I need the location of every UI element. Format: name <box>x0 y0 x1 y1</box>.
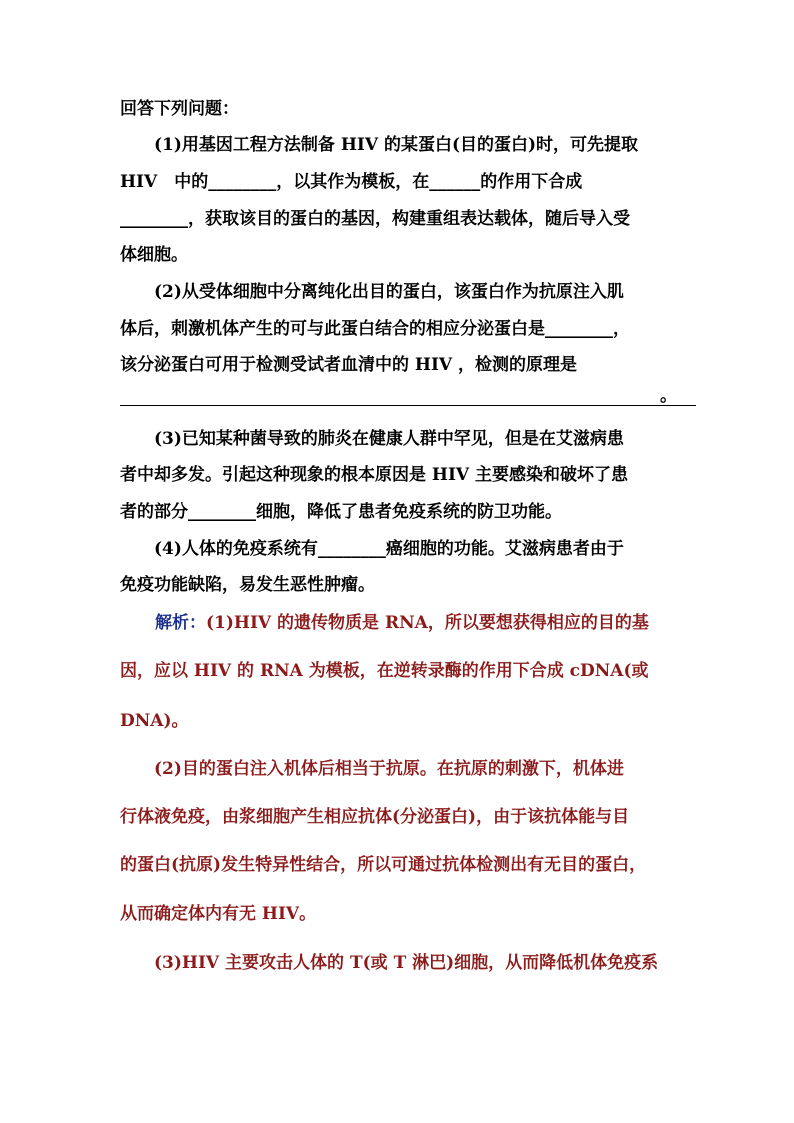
answer-blank-rule <box>120 405 696 406</box>
analysis-line-7: 从而确定体内有无 HIV。 <box>120 904 317 924</box>
question-2-line-4-end: 。 <box>660 386 677 406</box>
analysis-text-1: (1)HIV 的遗传物质是 RNA，所以要想获得相应的目的基 <box>206 613 649 633</box>
analysis-line-4: (2)目的蛋白注入机体后相当于抗原。在抗原的刺激下，机体进 <box>120 759 624 779</box>
question-2-line-3: 该分泌蛋白可用于检测受试者血清中的 HIV ，检测的原理是 <box>120 355 578 375</box>
question-3-line-1: (3)已知某种菌导致的肺炎在健康人群中罕见，但是在艾滋病患 <box>120 429 624 449</box>
question-2-line-1: (2)从受体细胞中分离纯化出目的蛋白，该蛋白作为抗原注入肌 <box>120 282 624 302</box>
analysis-line-2: 因，应以 HIV 的 RNA 为模板，在逆转录酶的作用下合成 cDNA(或 <box>120 661 649 681</box>
question-4-line-1: (4)人体的免疫系统有________癌细胞的功能。艾滋病患者由于 <box>120 539 624 559</box>
analysis-line-6: 的蛋白(抗原)发生特异性结合，所以可通过抗体检测出有无目的蛋白， <box>120 855 647 875</box>
question-2-line-2: 体后，刺激机体产生的可与此蛋白结合的相应分泌蛋白是________， <box>120 319 630 339</box>
analysis-line-5: 行体液免疫，由浆细胞产生相应抗体(分泌蛋白)，由于该抗体能与目 <box>120 807 630 827</box>
question-3-line-3: 者的部分________细胞，降低了患者免疫系统的防卫功能。 <box>120 502 562 522</box>
question-1-line-3: ________，获取该目的蛋白的基因，构建重组表达载体，随后导入受 <box>120 209 630 229</box>
analysis-label: 解析： <box>155 613 206 633</box>
question-1-line-2: HIV 中的________，以其作为模板，在______的作用下合成 <box>120 172 583 192</box>
question-intro: 回答下列问题： <box>120 99 239 119</box>
analysis-line-8: (3)HIV 主要攻击人体的 T(或 T 淋巴)细胞，从而降低机体免疫系 <box>120 953 659 973</box>
question-1-line-4: 体细胞。 <box>120 245 188 265</box>
analysis-line-1 <box>155 612 649 634</box>
question-3-line-2: 者中却多发。引起这种现象的根本原因是 HIV 主要感染和破坏了患 <box>120 465 629 485</box>
question-4-line-2: 免疫功能缺陷，易发生恶性肿瘤。 <box>120 575 375 595</box>
analysis-line-3: DNA)。 <box>120 711 189 731</box>
question-1-line-1: (1)用基因工程方法制备 HIV 的某蛋白(目的蛋白)时，可先提取 <box>120 135 639 155</box>
